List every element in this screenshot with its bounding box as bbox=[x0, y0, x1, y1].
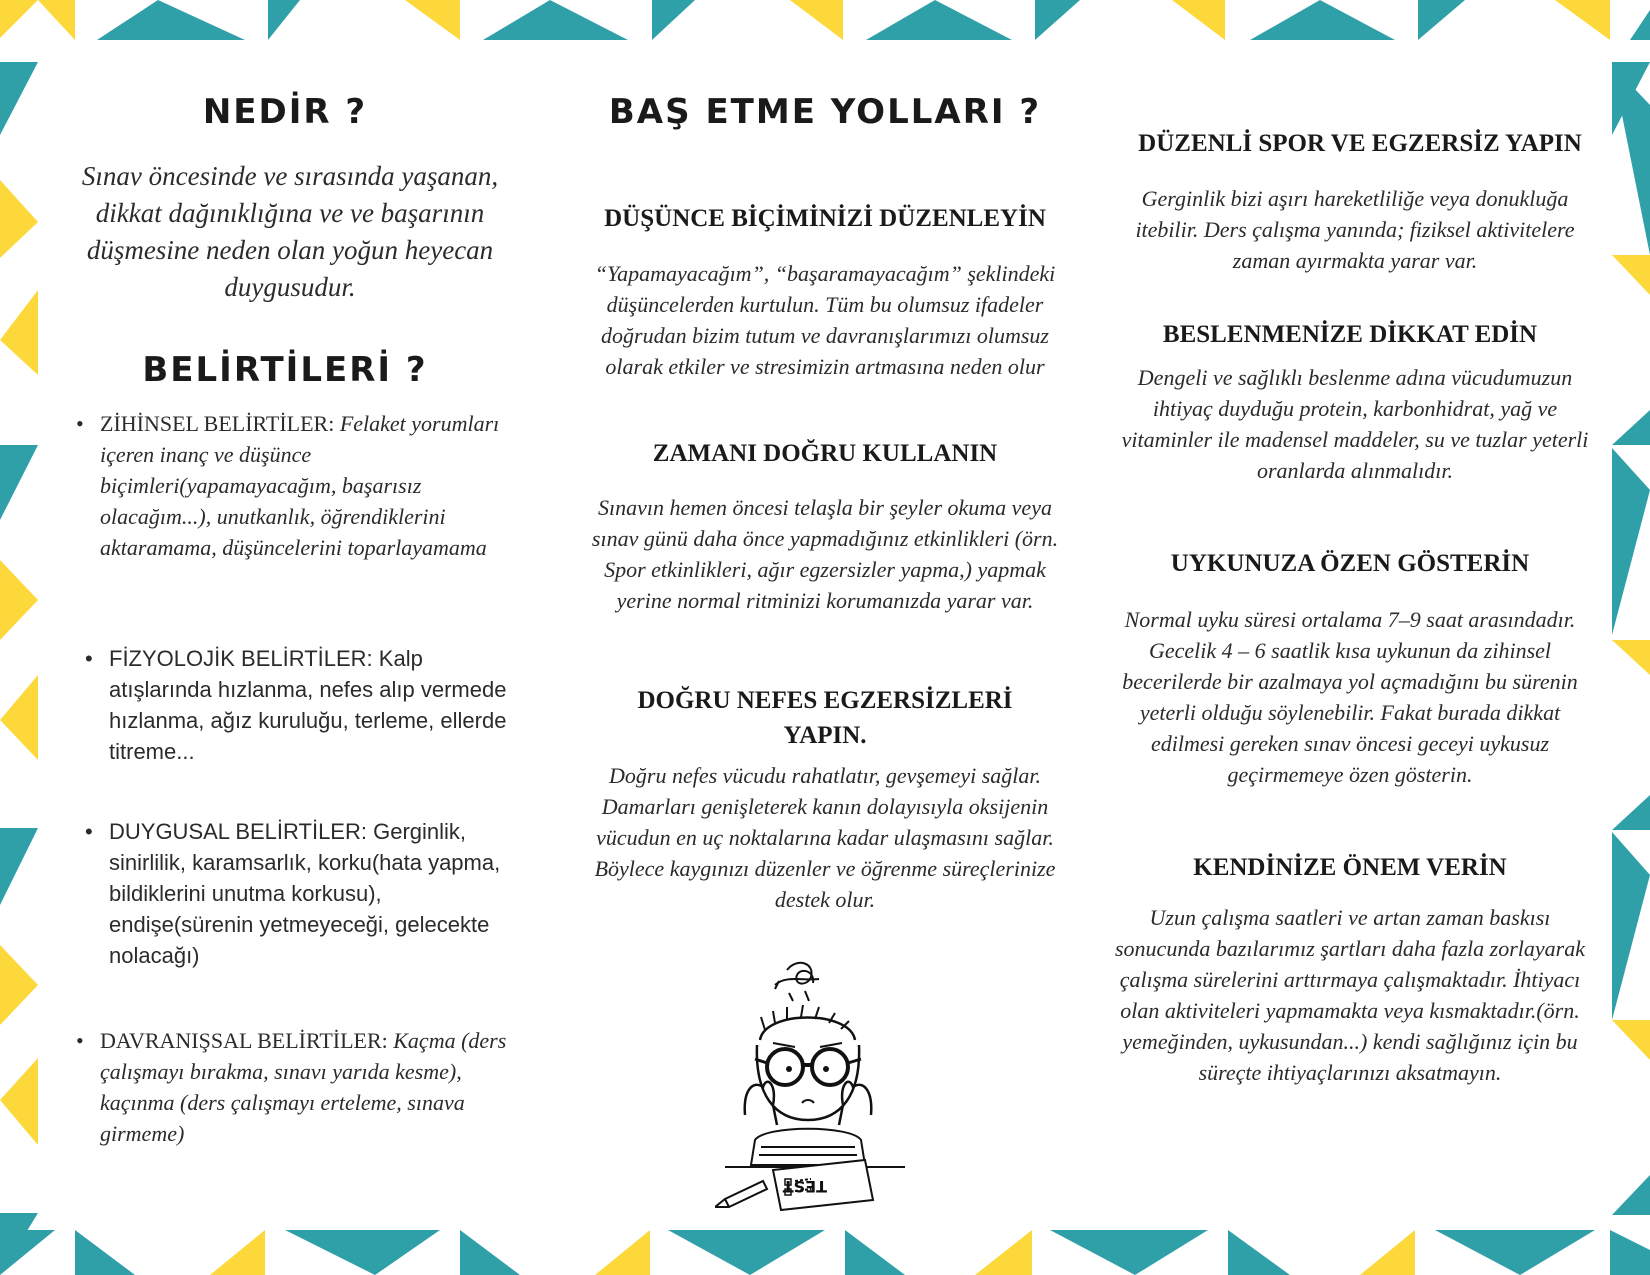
tips-selfcare-text: Uzun çalışma saatleri ve artan zaman baskısı sonucunda bazılarımız şartları daha fazla zorlayarak çalışma sürelerini arttırmaya çalışmaktadır. İhtiyacı olan aktiviteleri yapmamakta veya kısmaktadır.(örn. yemeğinden, uykusundan...) kendi sağlığınız için bu süreçte ihtiyaçlarınızı aksatmayın. bbox=[1115, 905, 1585, 1085]
worry-scribble-icon bbox=[775, 963, 819, 1001]
symptom-mental: • ZİHİNSEL BELİRTİLER: Felaket yorumları içeren inanç ve düşünce biçimleri(yapamayacağım, başarısız olacağım...), unutkanlık, öğrendiklerini aktaramama, düşüncelerini toparlayamama bbox=[76, 411, 500, 560]
coping-time-text: Sınavın hemen öncesi telaşla bir şeyler okuma veya sınav günü daha önce yapmadığınız etkinlikleri (örn. Spor etkinlikleri, ağır egzersizler yapma,) yapmak yerine normal ritminizi korumanızda yarar var. bbox=[591, 495, 1059, 613]
top-border-triangles bbox=[0, 0, 1650, 40]
coping-breath-heading: DOĞRU NEFES EGZERSİZLERİ YAPIN. bbox=[637, 687, 1013, 749]
symptom-list-4 bbox=[76, 1025, 530, 1149]
symptom-list-2 bbox=[85, 643, 519, 767]
tips-nutrition-heading: BESLENMENİZE DİKKAT EDİN bbox=[1162, 321, 1538, 348]
left-border-triangles bbox=[0, 62, 38, 1275]
tips-sport-heading: DÜZENLİ SPOR VE EGZERSİZ YAPIN bbox=[1138, 130, 1582, 157]
symptom-emotional-cap: DUYGUSAL BELİRTİLER: bbox=[109, 819, 367, 844]
symptom-physio: • FİZYOLOJİK BELİRTİLER: Kalp atışlarında hızlanma, nefes alıp vermede hızlanma, ağız kuruluğu, terleme, ellerde titreme... bbox=[85, 646, 507, 764]
coping-time-heading: ZAMANI DOĞRU KULLANIN bbox=[652, 440, 998, 467]
symptom-behavioral: • DAVRANIŞSAL BELİRTİLER: Kaçma (ders çalışmayı bırakma, sınavı yarıda kesme), kaçınma (ders çalışmayı erteleme, sınava girmeme) bbox=[76, 1028, 507, 1146]
coping-title: BAŞ ETME YOLLARI ? bbox=[608, 92, 1042, 132]
nedir-text: Sınav öncesinde ve sırasında yaşanan, dikkat dağınıklığına ve ve başarının düşmesine neden olan yoğun heyecan duygusudur. bbox=[81, 161, 499, 302]
tips-nutrition-text: Dengeli ve sağlıklı beslenme adına vücudumuzun ihtiyaç duyduğu protein, karbonhidrat, yağ ve vitaminler ile madensel maddeler, su ve tuzlar yeterli oranlarda alınmalıdır. bbox=[1121, 365, 1589, 483]
coping-thinking-heading: DÜŞÜNCE BİÇİMİNİZİ DÜZENLEYİN bbox=[604, 205, 1046, 232]
symptom-behavioral-body: Kaçma (ders çalışmayı bırakma, sınavı yarıda kesme), kaçınma (ders çalışmayı erteleme, sınava girmeme) bbox=[100, 1028, 507, 1146]
symptom-list-3 bbox=[85, 816, 509, 971]
test-paper-icon bbox=[773, 1160, 873, 1210]
right-border-triangles bbox=[1612, 62, 1650, 1215]
belirtiler-title: BELİRTİLERİ ? bbox=[142, 350, 428, 390]
symptom-physio-cap: FİZYOLOJİK BELİRTİLER: bbox=[109, 646, 373, 671]
nedir-title: NEDİR ? bbox=[202, 92, 368, 132]
coping-thinking-text: “Yapamayacağım”, “başaramayacağım” şeklindeki düşüncelerden kurtulun. Tüm bu olumsuz ifadeler doğrudan bizim tutum ve davranışlarımızı olumsuz olarak etkiler ve stresimizin artmasına neden olur bbox=[594, 261, 1056, 379]
symptom-mental-body: Felaket yorumları içeren inanç ve düşünce biçimleri(yapamayacağım, başarısız olacağım...), unutkanlık, öğrendiklerini aktaramama, düşüncelerini toparlayamama bbox=[100, 411, 500, 560]
coping-breath-text: Doğru nefes vücudu rahatlatır, gevşemeyi sağlar. Damarları genişleterek kanın dolayısıyla oksijenin vücudun en uç noktalarına kadar ulaşmasını sağlar. Böylece kaygınızı düzenler ve öğrenme süreçlerinize destek olur. bbox=[594, 763, 1056, 912]
tips-selfcare-heading: KENDİNİZE ÖNEM VERİN bbox=[1193, 854, 1507, 881]
tips-sleep-text: Normal uyku süresi ortalama 7–9 saat arasındadır. Gecelik 4 – 6 saatlik kısa uykunun da zihinsel becerilerde bir azalmaya yol açmadığını bu sürenin yeterli olduğu söylenebilir. Fakat burada dikkat edilmesi gereken sınav öncesi geceyi uykusuz geçirmemeye özen gösterin. bbox=[1122, 607, 1578, 787]
pencil-icon bbox=[715, 1181, 767, 1207]
anxious-student-illustration bbox=[715, 955, 915, 1215]
symptom-physio-body: Kalp atışlarında hızlanma, nefes alıp vermede hızlanma, ağız kuruluğu, terleme, ellerde titreme... bbox=[109, 646, 507, 764]
symptom-mental-cap: ZİHİNSEL BELİRTİLER: bbox=[100, 411, 335, 436]
symptom-behavioral-cap: DAVRANIŞSAL BELİRTİLER: bbox=[100, 1028, 388, 1053]
symptom-list bbox=[76, 408, 520, 563]
symptom-emotional-body: Gerginlik, sinirlilik, karamsarlık, korku(hata yapma, bildiklerini unutma korkusu), endişe(sürenin yetmeyeceği, gelecekte nolacağı) bbox=[109, 819, 501, 968]
bottom-border-triangles bbox=[0, 1230, 1650, 1275]
symptom-emotional: • DUYGUSAL BELİRTİLER: Gerginlik, sinirlilik, karamsarlık, korku(hata yapma, bildiklerini unutma korkusu), endişe(sürenin yetmeyeceği, gelecekte nolacağı) bbox=[85, 819, 501, 968]
tips-sport-text: Gerginlik bizi aşırı hareketliliğe veya donukluğa itebilir. Ders çalışma yanında; fiziksel aktivitelere zaman ayırmakta yarar var. bbox=[1135, 186, 1575, 273]
tips-sleep-heading: UYKUNUZA ÖZEN GÖSTERİN bbox=[1170, 550, 1530, 577]
test-paper-label: TEST bbox=[782, 1177, 827, 1196]
